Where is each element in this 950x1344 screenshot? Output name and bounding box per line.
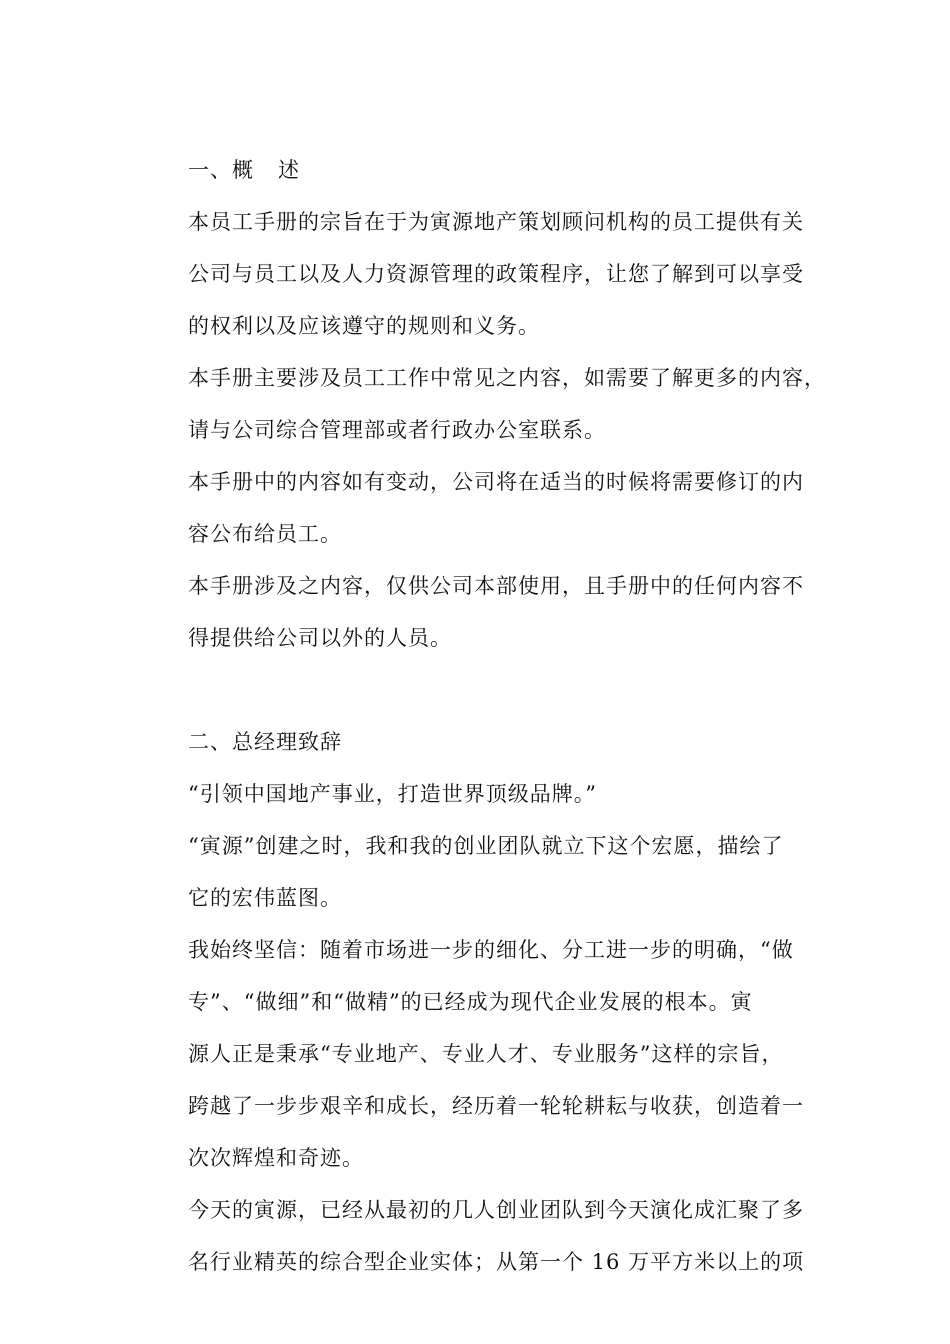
paragraph-line: 我始终坚信：随着市场进一步的细化、分工进一步的明确，“做 [188, 938, 794, 962]
paragraph-line: 源人正是秉承“专业地产、专业人才、专业服务”这样的宗旨， [188, 1042, 784, 1066]
paragraph-line: “寅源”创建之时，我和我的创业团队就立下这个宏愿，描绘了 [188, 834, 784, 858]
paragraph-line: 公司与员工以及人力资源管理的政策程序，让您了解到可以享受 [188, 262, 804, 286]
paragraph-line: 它的宏伟蓝图。 [188, 886, 342, 910]
paragraph-line: 名行业精英的综合型企业实体；从第一个 16 万平方米以上的项 [188, 1250, 805, 1274]
paragraph-line: “引领中国地产事业，打造世界顶级品牌。” [188, 782, 597, 806]
paragraph-line: 请与公司综合管理部或者行政办公室联系。 [188, 418, 606, 442]
section-spacer [188, 670, 838, 722]
section-1-heading-part2: 述 [278, 158, 300, 182]
paragraph-line: 得提供给公司以外的人员。 [188, 626, 452, 650]
paragraph-line: 的权利以及应该遵守的规则和义务。 [188, 314, 540, 338]
document-body [188, 150, 838, 1294]
paragraph-line: 本员工手册的宗旨在于为寅源地产策划顾问机构的员工提供有关 [188, 210, 804, 234]
paragraph-line: 次次辉煌和奇迹。 [188, 1146, 364, 1170]
paragraph-line: 专”、“做细”和“做精”的已经成为现代企业发展的根本。寅 [188, 990, 753, 1014]
paragraph-line: 本手册主要涉及员工工作中常见之内容，如需要了解更多的内容， [188, 366, 826, 390]
paragraph-line: 容公布给员工。 [188, 522, 342, 546]
section-2-heading: 二、总经理致辞 [188, 730, 342, 754]
paragraph-line: 本手册中的内容如有变动，公司将在适当的时候将需要修订的内 [188, 470, 804, 494]
section-1-heading [188, 150, 838, 202]
paragraph-line: 今天的寅源，已经从最初的几人创业团队到今天演化成汇聚了多 [188, 1198, 804, 1222]
paragraph-line: 跨越了一步步艰辛和成长，经历着一轮轮耕耘与收获，创造着一 [188, 1094, 804, 1118]
section-1-heading-part1: 一、概 [188, 158, 254, 182]
paragraph-line: 本手册涉及之内容，仅供公司本部使用，且手册中的任何内容不 [188, 574, 804, 598]
